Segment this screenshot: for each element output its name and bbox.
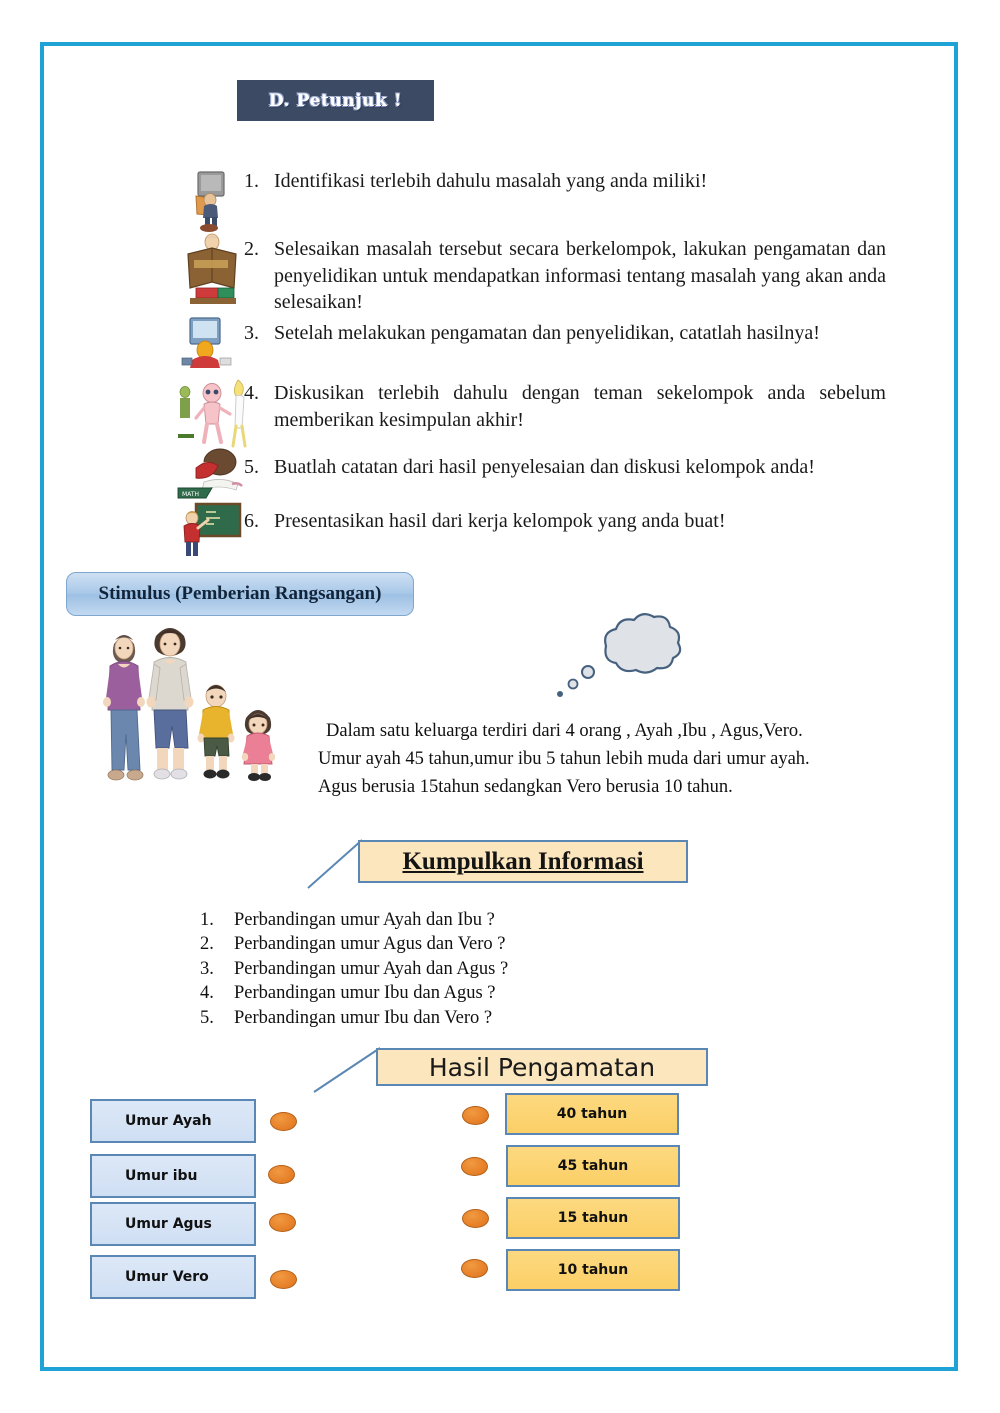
banner-leader-line	[306, 838, 366, 890]
instruction-item	[176, 236, 888, 318]
instruction-item	[176, 168, 888, 234]
match-right-label: 40 tahun	[556, 1106, 628, 1122]
instruction-number: 2.	[244, 238, 259, 260]
story-line-3: Agus berusia 15tahun sedangkan Vero berusia 10 tahun.	[318, 776, 733, 797]
question-item	[200, 957, 620, 981]
connector-dot-left-2[interactable]	[268, 1165, 295, 1184]
match-right-item-10-tahun[interactable]	[506, 1249, 680, 1291]
thought-bubble-icon	[548, 606, 690, 710]
people-discussing-icon	[176, 378, 256, 450]
connector-dot-left-1[interactable]	[270, 1112, 297, 1131]
match-right-label: 45 tahun	[557, 1158, 629, 1174]
connector-dot-right-1[interactable]	[462, 1106, 489, 1125]
instruction-number: 6.	[244, 510, 259, 532]
match-right-label: 15 tahun	[557, 1210, 629, 1226]
banner-box	[376, 1048, 708, 1086]
instruction-text: Buatlah catatan dari hasil penyelesaian dan diskusi kelompok anda!	[274, 456, 815, 478]
instruction-text: Diskusikan terlebih dahulu dengan teman sekelompok anda sebelum memberikan kesimpulan akhir!	[274, 382, 886, 431]
match-right-item-45-tahun[interactable]	[506, 1145, 680, 1187]
match-left-label: Umur ibu	[125, 1168, 198, 1184]
instruction-number: 5.	[244, 456, 259, 478]
question-number: 2.	[200, 934, 214, 955]
match-right-item-40-tahun[interactable]	[505, 1093, 679, 1135]
question-list	[200, 908, 620, 1030]
family-of-four-illustration	[96, 622, 292, 812]
match-left-item-umur-agus[interactable]	[90, 1202, 256, 1246]
connector-dot-right-3[interactable]	[462, 1209, 489, 1228]
section-header-petunjuk	[237, 80, 434, 121]
presenter-at-chalkboard-icon	[176, 502, 250, 560]
question-text: Perbandingan umur Agus dan Vero ?	[234, 934, 506, 955]
person-carrying-board-icon	[176, 168, 250, 234]
instruction-text: Selesaikan masalah tersebut secara berkelompok, lakukan pengamatan dan penyelidikan untuk mendapatkan informasi tentang masalah yang akan anda selesaikan!	[274, 238, 886, 314]
story-paragraph	[318, 718, 878, 801]
instruction-list	[176, 168, 888, 566]
question-text: Perbandingan umur Ibu dan Vero ?	[234, 1007, 493, 1028]
instruction-number: 4.	[244, 382, 259, 404]
student-writing-notes-icon	[176, 446, 256, 506]
instruction-text: Presentasikan hasil dari kerja kelompok yang anda buat!	[274, 510, 726, 532]
instruction-number: 3.	[244, 322, 259, 344]
connector-dot-left-3[interactable]	[269, 1213, 296, 1232]
question-text: Perbandingan umur Ayah dan Ibu ?	[234, 910, 495, 930]
instruction-item	[176, 380, 888, 452]
banner-label: Hasil Pengamatan	[428, 1052, 656, 1082]
instruction-number: 1.	[244, 170, 259, 192]
connector-dot-right-2[interactable]	[461, 1157, 488, 1176]
svg-text:MATH: MATH	[182, 491, 199, 498]
instruction-item	[176, 454, 888, 506]
stimulus-banner	[66, 572, 414, 616]
match-right-item-15-tahun[interactable]	[506, 1197, 680, 1239]
story-line-1: Dalam satu keluarga terdiri dari 4 orang , Ayah ,Ibu , Agus,Vero.	[326, 721, 803, 741]
question-number: 3.	[200, 958, 214, 979]
stimulus-label: Stimulus (Pemberian Rangsangan)	[98, 583, 382, 604]
match-left-item-umur-ibu[interactable]	[90, 1154, 256, 1198]
banner-label: Kumpulkan Informasi	[402, 847, 644, 875]
story-line-2: Umur ayah 45 tahun,umur ibu 5 tahun lebih muda dari umur ayah.	[318, 748, 810, 769]
question-text: Perbandingan umur Ayah dan Agus ?	[234, 958, 509, 979]
connector-dot-left-4[interactable]	[270, 1270, 297, 1289]
match-right-label: 10 tahun	[557, 1262, 629, 1278]
question-number: 5.	[200, 1007, 214, 1028]
instruction-item	[176, 508, 888, 564]
question-text: Perbandingan umur Ibu dan Agus ?	[234, 983, 496, 1004]
banner-box	[358, 840, 688, 883]
question-item	[200, 981, 620, 1005]
section-header-title: D. Petunjuk !	[268, 90, 403, 111]
instruction-text: Identifikasi terlebih dahulu masalah yang anda miliki!	[274, 170, 708, 192]
person-reading-book-icon	[176, 232, 250, 298]
instruction-text: Setelah melakukan pengamatan dan penyelidikan, catatlah hasilnya!	[274, 322, 820, 344]
match-left-label: Umur Agus	[125, 1216, 212, 1232]
match-left-item-umur-ayah[interactable]	[90, 1099, 256, 1143]
match-left-label: Umur Vero	[125, 1269, 209, 1285]
connector-dot-right-4[interactable]	[461, 1259, 488, 1278]
match-left-item-umur-vero[interactable]	[90, 1255, 256, 1299]
question-number: 1.	[200, 910, 214, 930]
person-at-computer-icon	[176, 314, 240, 374]
question-number: 4.	[200, 983, 214, 1004]
question-item	[200, 932, 620, 956]
match-left-label: Umur Ayah	[125, 1113, 212, 1129]
question-item	[200, 908, 620, 932]
instruction-item	[176, 320, 888, 378]
banner-leader-line	[312, 1046, 384, 1094]
question-item	[200, 1006, 620, 1030]
